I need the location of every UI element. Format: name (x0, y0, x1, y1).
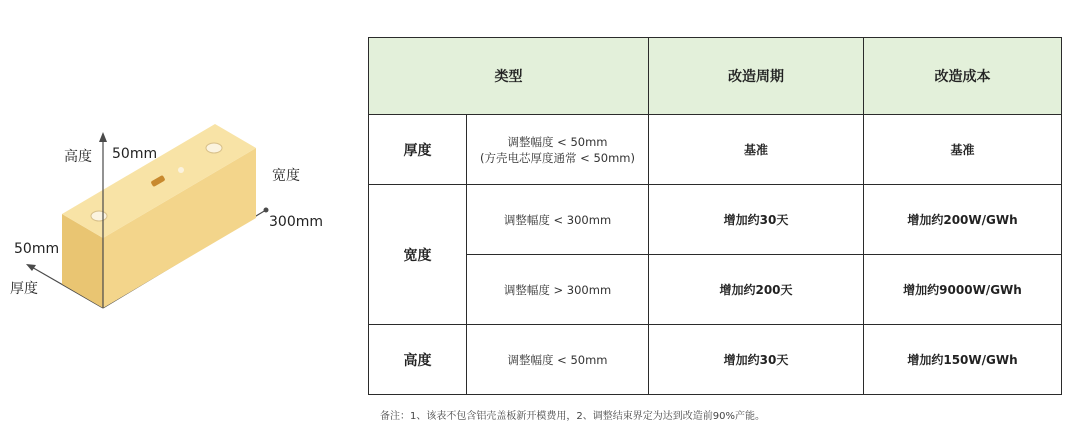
row-desc-line2: (方壳电芯厚度通常 < 50mm) (480, 150, 635, 165)
table-row (369, 255, 1062, 325)
header-cycle: 改造周期 (649, 38, 864, 115)
table-row (369, 325, 1062, 395)
row-cost: 增加约200W/GWh (864, 185, 1062, 255)
row-cycle: 基准 (649, 115, 864, 185)
row-cycle: 增加约200天 (649, 255, 864, 325)
header-type: 类型 (369, 38, 649, 115)
row-cycle: 增加约30天 (649, 185, 864, 255)
row-cost: 增加约150W/GWh (864, 325, 1062, 395)
terminal-negative (91, 211, 107, 221)
row-category: 厚度 (369, 115, 467, 185)
thickness-value: 50mm (14, 241, 60, 257)
row-desc: 调整幅度 < 300mm (467, 185, 649, 255)
retrofit-table (368, 37, 1062, 395)
fill-port (178, 167, 184, 173)
width-axis-marker (264, 208, 269, 213)
row-cost: 增加约9000W/GWh (864, 255, 1062, 325)
width-value: 300mm (269, 214, 323, 230)
row-desc (467, 115, 649, 185)
row-desc: 调整幅度 > 300mm (467, 255, 649, 325)
header-cost: 改造成本 (864, 38, 1062, 115)
table-header-row (369, 38, 1062, 115)
row-cycle: 增加约30天 (649, 325, 864, 395)
row-cost: 基准 (864, 115, 1062, 185)
row-desc: 调整幅度 < 50mm (467, 325, 649, 395)
height-value: 50mm (112, 146, 158, 162)
row-category: 宽度 (369, 185, 467, 325)
table-row (369, 185, 1062, 255)
table-footnote: 备注：1、该表不包含铝壳盖板新开模费用，2、调整结束界定为达到改造前90%产能。 (380, 411, 765, 422)
row-category: 高度 (369, 325, 467, 395)
battery-cell-diagram (0, 0, 360, 435)
row-desc-line1: 调整幅度 < 50mm (507, 134, 608, 149)
terminal-positive (206, 143, 222, 153)
thickness-axis-arrow (26, 264, 36, 271)
thickness-label: 厚度 (10, 281, 38, 297)
height-label: 高度 (64, 149, 92, 165)
height-axis-arrow (99, 132, 107, 142)
table-row (369, 115, 1062, 185)
width-label: 宽度 (272, 168, 300, 184)
